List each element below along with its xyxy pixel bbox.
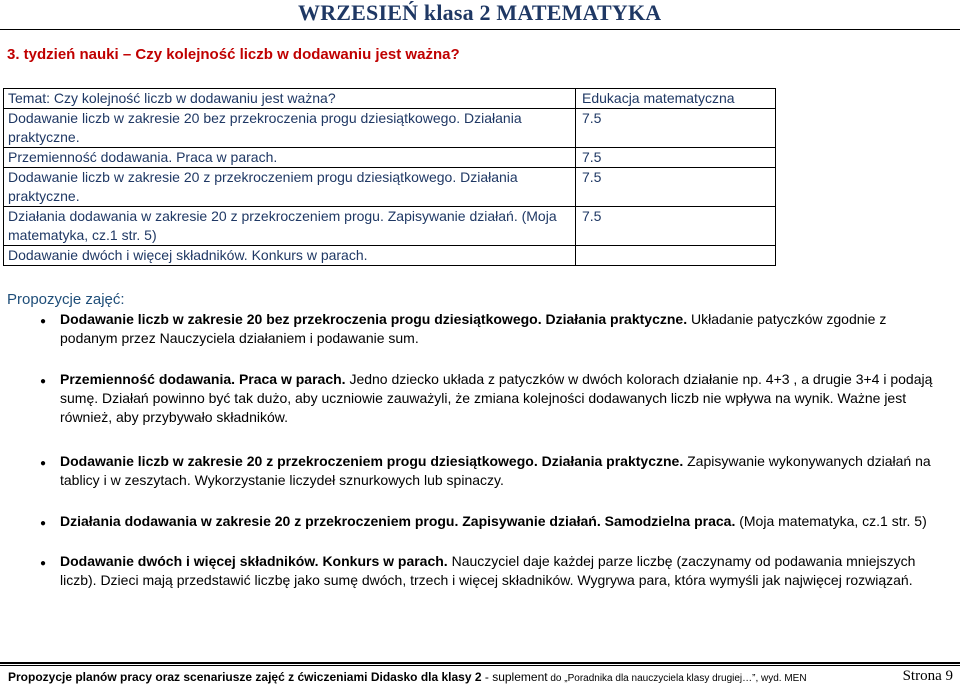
page-header-title: WRZESIEŃ klasa 2 MATEMATYKA [298, 0, 662, 25]
table-row [4, 168, 776, 207]
week-heading: 3. tydzień nauki – Czy kolejność liczb w dodawaniu jest ważna? [7, 46, 460, 63]
item-text: (Moja matematyka, cz.1 str. 5) [735, 513, 927, 529]
proposals-label: Propozycje zajęć: [7, 291, 125, 308]
list-item [60, 552, 945, 590]
page-footer [8, 670, 953, 684]
code-cell [576, 246, 776, 266]
item-title: Działania dodawania w zakresie 20 z przekroczeniem progu. Zapisywanie działań. Samodzielna praca. [60, 513, 736, 529]
footer-supplement: - suplement [481, 670, 548, 684]
item-title: Dodawanie liczb w zakresie 20 z przekroczeniem progu dziesiątkowego. Działania praktyczne. [60, 453, 684, 469]
footer-title: Propozycje planów pracy oraz scenariusze zajęć z ćwiczeniami Didasko dla klasy 2 [8, 670, 482, 684]
lesson-plan-table [3, 88, 776, 266]
item-title: Przemienność dodawania. Praca w parach. [60, 371, 346, 387]
topic-cell: Dodawanie liczb w zakresie 20 bez przekroczenia progu dziesiątkowego. Działania praktyczne. [4, 109, 576, 148]
list-item [60, 452, 945, 490]
table-header-row [4, 89, 776, 109]
table-row [4, 109, 776, 148]
code-cell: 7.5 [576, 168, 776, 207]
item-title: Dodawanie liczb w zakresie 20 bez przekroczenia progu dziesiątkowego. Działania praktyczne. [60, 311, 688, 327]
table-row [4, 148, 776, 168]
list-item [60, 310, 945, 348]
page-number: Strona 9 [902, 668, 953, 684]
topic-cell: Działania dodawania w zakresie 20 z przekroczeniem progu. Zapisywanie działań. (Moja matematyka, cz.1 str. 5) [4, 207, 576, 246]
code-cell: 7.5 [576, 207, 776, 246]
list-item [60, 370, 945, 427]
bullet-icon [36, 512, 50, 533]
edu-header: Edukacja matematyczna [576, 89, 776, 109]
item-text: Układanie patyczków zgodnie z podanym przez Nauczyciela działaniem i podawanie sum. [60, 311, 887, 346]
footer-divider [0, 662, 960, 664]
table-row [4, 207, 776, 246]
bullet-icon [36, 310, 50, 331]
header-divider [0, 29, 960, 30]
code-cell: 7.5 [576, 109, 776, 148]
list-item [60, 512, 945, 531]
bullet-icon [36, 370, 50, 391]
topic-header: Temat: Czy kolejność liczb w dodawaniu jest ważna? [4, 89, 576, 109]
code-cell: 7.5 [576, 148, 776, 168]
item-text: Zapisywanie wykonywanych działań na tablicy i w zeszytach. Wykorzystanie liczydeł sznurkowych lub spinaczy. [60, 453, 931, 488]
footer-divider-thin [0, 665, 960, 666]
item-text: Nauczyciel daje każdej parze liczbę (zaczynamy od podawania mniejszych liczb). Dzieci mają przedstawić liczbę jako sumę dwóch, trzech i więcej składników. Wygrywa para, która wymyśli jak najwięcej rozwiązań. [60, 553, 916, 588]
topic-cell: Dodawanie dwóch i więcej składników. Konkurs w parach. [4, 246, 576, 266]
table-row [4, 246, 776, 266]
topic-cell: Dodawanie liczb w zakresie 20 z przekroczeniem progu dziesiątkowego. Działania praktyczne. [4, 168, 576, 207]
bullet-icon [36, 552, 50, 573]
footer-source: do „Poradnika dla nauczyciela klasy drugiej…”, wyd. MEN [547, 673, 807, 684]
bullet-icon [36, 452, 50, 473]
topic-cell: Przemienność dodawania. Praca w parach. [4, 148, 576, 168]
item-text: Jedno dziecko układa z patyczków w dwóch kolorach działanie np. 4+3 , a drugie 3+4 i podają sumę. Działań powinno być tak dużo, aby uczniowie zauważyli, że zmiana kolejności dodawanych liczb nie wpływa na wynik. Ważne jest również, aby przybywało składników. [60, 371, 933, 425]
item-title: Dodawanie dwóch i więcej składników. Konkurs w parach. [60, 553, 448, 569]
